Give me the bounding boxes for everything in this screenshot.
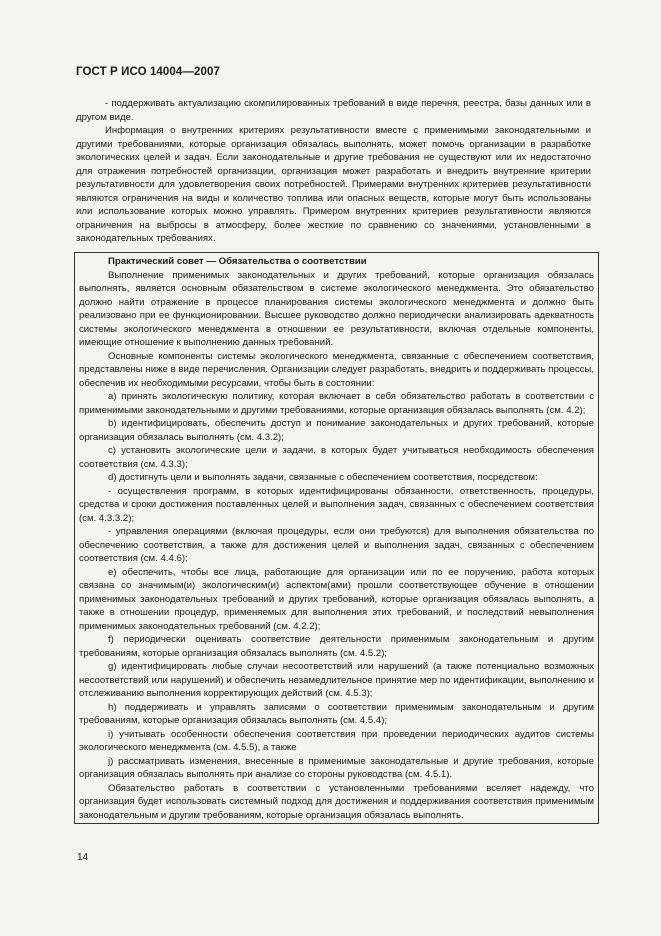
intro-text — [76, 97, 591, 246]
list-item: e) обеспечить, чтобы все лица, работающие для организации или по ее поручению, работа которых связана со значимым(и) экологическим(и) аспектом(ами) прошли соответствующее обучение в отношении применимых законодательных требований и других требований, которые организация обязалась выполнять, а также в отношении процедур, применяемых для выполнения этих требований, и последствий невыполнения применимых законодательных требований (см. 4.2.2); — [79, 566, 594, 632]
list-item: i) учитывать особенности обеспечения соответствия при проведении периодических аудитов системы экологического менеджмента (см. 4.5.5), а также — [79, 728, 594, 753]
box-title: Практический совет — Обязательства о соответствии — [108, 256, 367, 267]
list-item: g) идентифицировать любые случаи несоответствий или нарушений (а также потенциально возможных несоответствий или нарушений) и обеспечить незамедлительное принятие мер по идентификации, выполнению и отслеживанию выполнения корректирующих действий (см. 4.5.3); — [79, 661, 594, 699]
list-item: j) рассматривать изменения, внесенные в применимые законодательные и другие требования, которые организация обязалась выполнять при анализе со стороны руководства (см. 4.5.1). — [79, 755, 594, 780]
practical-advice-box — [74, 252, 599, 824]
list-item: a) принять экологическую политику, которая включает в себя обязательство работать в соответствии с применимыми законодательными и другими требованиями, которые организация обязалась выполнять (см. 4.2); — [79, 391, 594, 416]
paragraph: Информация о внутренних критериях результативности вместе с применимыми законодательными и другими требованиями, которые организация обязалась выполнять, может помочь организации в разработке экологических целей и задач. Если законодательные и другие требования не существуют или их недостаточно для отражения потребностей организации, организация может разработать и внедрить внутренние критерии результативности для удовлетворения своих потребностей. Примерами внутренних критериев результативности являются ограничения на виды и количество топлива или опасных веществ, которые могут быть использованы или использование которых можно управлять. Примером внутренних критериев результативности являются ограничения на выбросы в атмосферу, более жесткие по сравнению со значениями, установленными в законодательных требованиях. — [76, 125, 591, 244]
paragraph: Выполнение применимых законодательных и других требований, которые организация обязалась выполнять, является основным обязательством в системе экологического менеджмента. Это обязательство должно найти отражение в процессе планирования системы экологического менеджмента и должно быть реализовано при ее функционировании. Высшее руководство должно периодически анализировать адекватность системы экологического менеджмента в отношении ее результативности, включая отдельные компоненты, имеющие отношение к выполнению данных требований. — [79, 269, 594, 348]
list-item: f) периодически оценивать соответствие деятельности применимым законодательным и другим требованиям, которые организация обязалась выполнять (см. 4.5.2); — [79, 634, 594, 659]
paragraph: Основные компоненты системы экологического менеджмента, связанные с обеспечением соответствия, представлены ниже в виде перечисления. Организации следует разработать, внедрить и поддерживать процессы, обеспечив их необходимыми ресурсами, чтобы быть в состоянии: — [79, 350, 594, 389]
list-item: b) идентифицировать, обеспечить доступ и понимание законодательных и других требований, которые организация обязалась выполнять (см. 4.3.2); — [79, 418, 594, 443]
paragraph: - поддерживать актуализацию скомпилированных требований в виде перечня, реестра, базы данных или в другом виде. — [76, 98, 591, 123]
list-subitem: - управления операциями (включая процедуры, если они требуются) для выполнения обязательства по обеспечению соответствия, а также для достижения целей и выполнения задач, связанных с обеспечением соответствия (см. 4.4.6); — [79, 526, 594, 564]
document-header: ГОСТ Р ИСО 14004—2007 — [76, 66, 221, 78]
page-number: 14 — [77, 852, 89, 863]
list-subitem: - осуществления программ, в которых идентифицированы обязанности, ответственность, процедуры, средства и сроки достижения поставленных целей и выполнения задач, связанных с обеспечением соответствия (см. 4.3.3.2); — [79, 485, 594, 524]
list-item: d) достигнуть цели и выполнять задачи, связанные с обеспечением соответствия, посредством: — [108, 472, 538, 483]
list-item: c) установить экологические цели и задачи, в которых будет учитываться необходимость обеспечения соответствия (см. 4.3.3); — [79, 445, 594, 470]
list-item: h) поддерживать и управлять записями о соответствии применимым законодательным и другим требованиям, которые организация обязалась выполнять (см. 4.5.4); — [79, 701, 594, 726]
paragraph: Обязательство работать в соответствии с установленными требованиями вселяет надежду, что организация будет использовать системный подход для достижения и поддерживания соответствия применимым законодательным и другим требованиям, которые организация обязалась выполнять. — [79, 782, 594, 821]
